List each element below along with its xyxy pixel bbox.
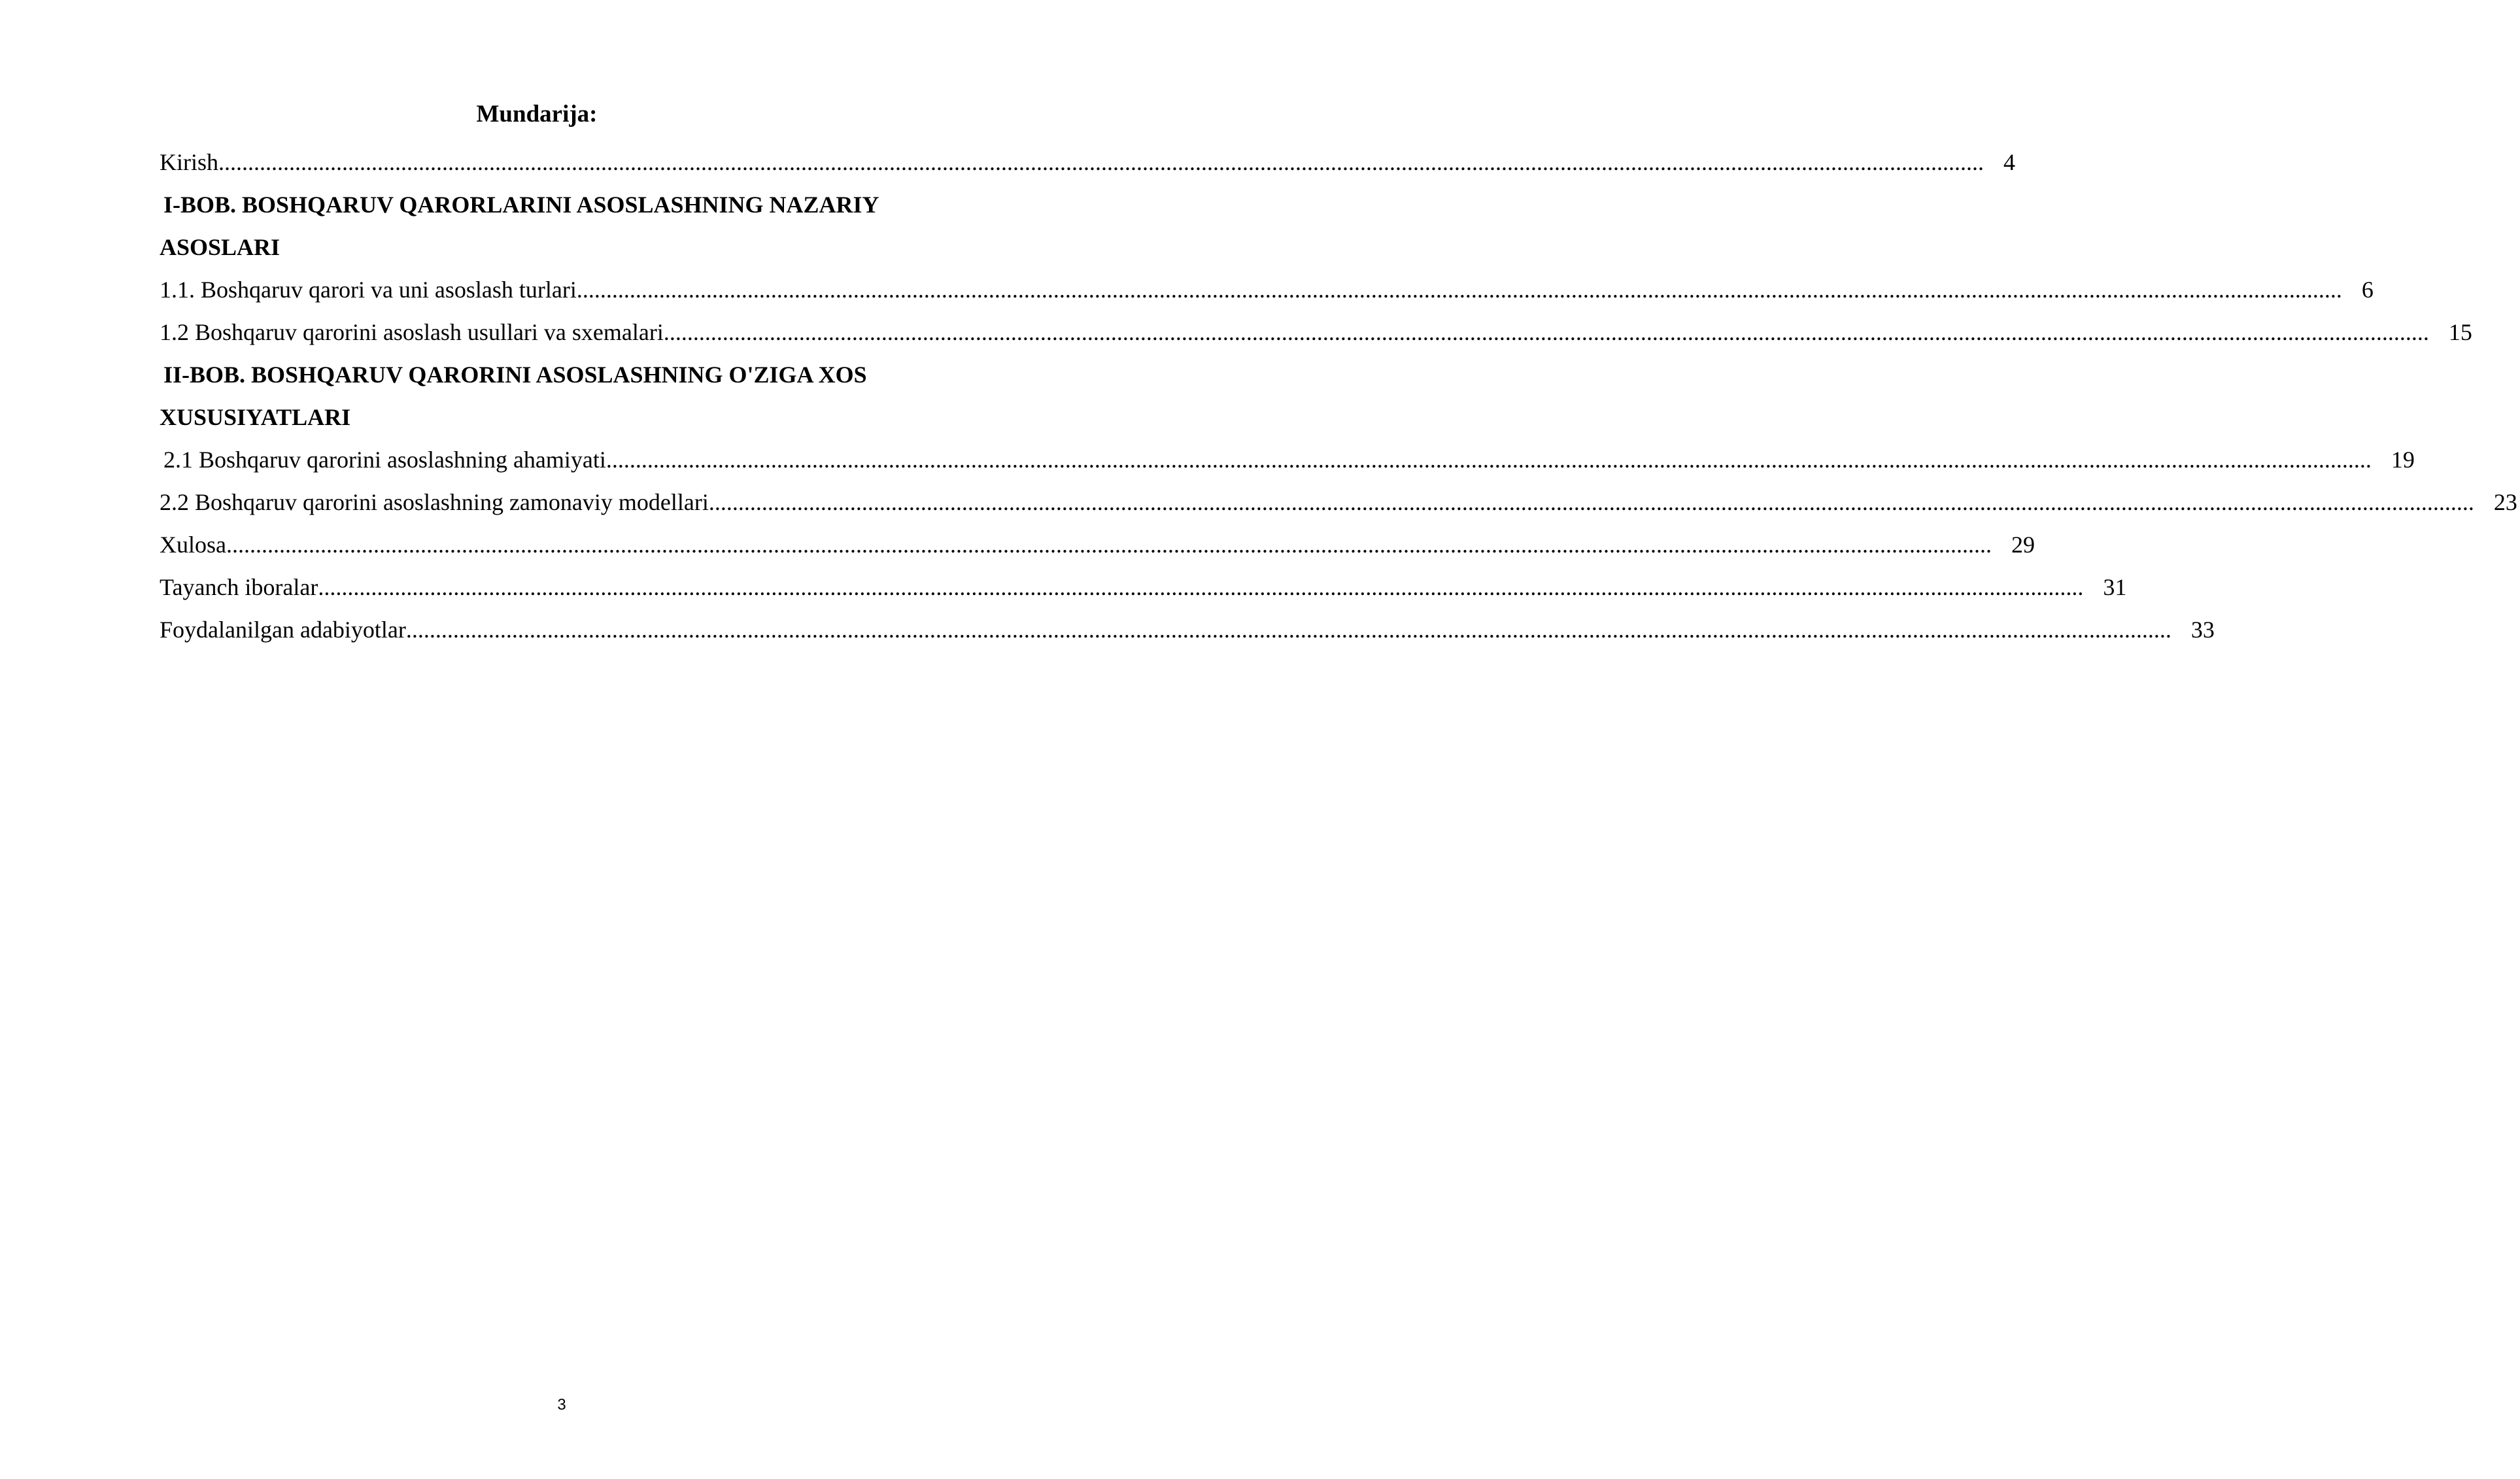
toc-entry-page: 15 [2448,319,2472,345]
toc-title: Mundarija: [476,101,598,128]
page-number: 3 [557,1396,566,1414]
chapter-2-heading-line1: II-BOB. BOSHQARUV QARORINI ASOSLASHNING O'ZIGA XOS [163,362,867,388]
dot-leader: ............................................................................................................................................................................................................................................................................................................ [663,319,2429,345]
toc-entry-text: 2.1 Boshqaruv qarorini asoslashning ahamiyati [163,447,606,473]
toc-entry-text: Kirish [160,149,218,175]
dot-leader: ............................................................................................................................................................................................................................................................................................................ [405,617,2171,643]
toc-entry-page: 23 [2493,489,2517,515]
toc-entry-page: 29 [2011,532,2035,558]
toc-entry-2-1[interactable] [160,439,2415,481]
toc-entry-text: 1.2 Boshqaruv qarorini asoslash usullari va sxemalari [160,319,664,345]
dot-leader: ............................................................................................................................................................................................................................................................................................................ [318,574,2084,600]
toc-entry-text: Tayanch iboralar [160,574,318,600]
toc-entry-1-2[interactable] [160,311,2472,354]
chapter-1-heading-line1: I-BOB. BOSHQARUV QARORLARINI ASOSLASHNING NAZARIY [163,192,879,218]
dot-leader: ............................................................................................................................................................................................................................................................................................................ [226,532,1992,558]
toc-entry-page: 19 [2391,447,2415,473]
toc-entry-xulosa[interactable] [160,524,2035,566]
toc-entry-foydalanilgan-adabiyotlar[interactable] [160,609,2215,651]
toc-entry-page: 6 [2361,277,2374,303]
toc-entry-page: 4 [2003,149,2015,175]
toc-entry-page: 31 [2103,574,2127,600]
toc-entry-text: 2.2 Boshqaruv qarorini asoslashning zamonaviy modellari [160,489,709,515]
toc-entry-kirish[interactable] [160,141,2015,184]
dot-leader: ............................................................................................................................................................................................................................................................................................................ [576,277,2342,303]
table-of-contents [160,141,2517,651]
toc-entry-text: 1.1. Boshqaruv qarori va uni asoslash turlari [160,277,577,303]
toc-entry-page: 33 [2190,617,2215,643]
dot-leader: ............................................................................................................................................................................................................................................................................................................ [218,149,1984,175]
toc-entry-text: Xulosa [160,532,226,558]
chapter-1-heading-line2: ASOSLARI [160,234,281,260]
toc-entry-text: Foydalanilgan adabiyotlar [160,617,406,643]
toc-entry-1-1[interactable] [160,269,2374,311]
dot-leader: ............................................................................................................................................................................................................................................................................................................ [708,489,2474,515]
dot-leader: ............................................................................................................................................................................................................................................................................................................ [605,447,2372,473]
toc-entry-2-2[interactable] [160,481,2517,524]
toc-entry-tayanch-iboralar[interactable] [160,566,2127,609]
chapter-2-heading-line2: XUSUSIYATLARI [160,404,351,430]
